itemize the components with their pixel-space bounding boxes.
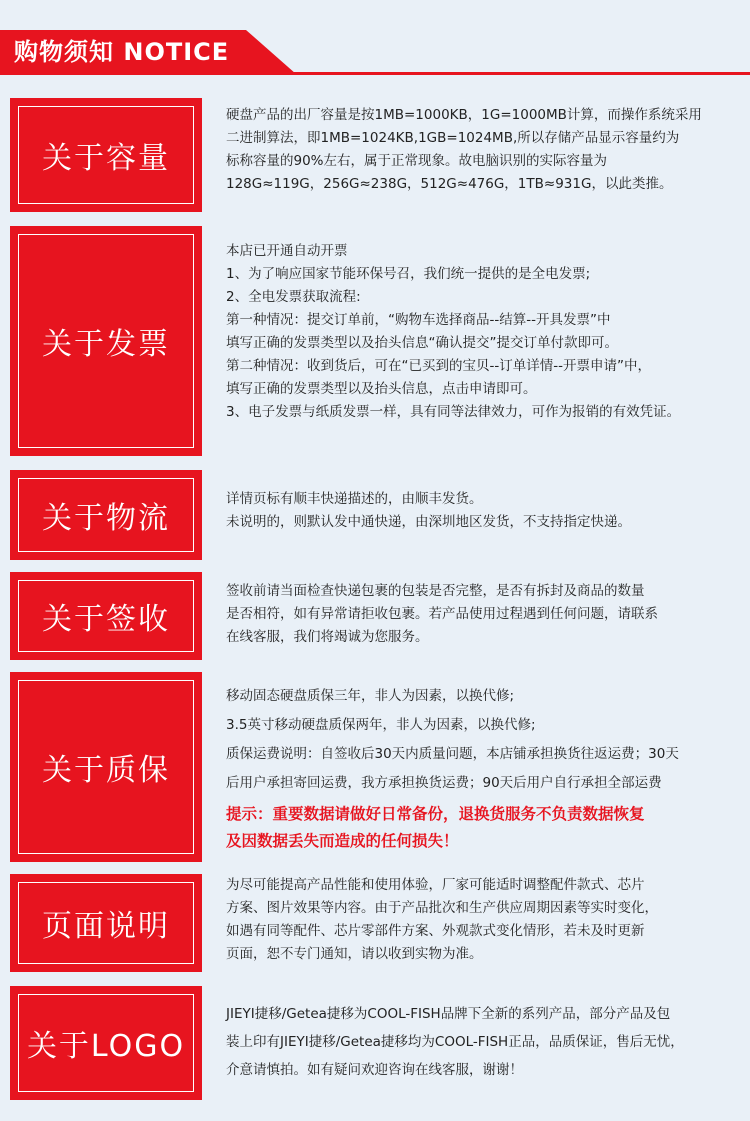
section-label: 关于容量 [42, 141, 170, 176]
notice-header [0, 0, 750, 74]
content-line: 在线客服，我们将竭诚为您服务。 [226, 629, 429, 645]
section-page-description [0, 874, 750, 972]
content-line: 二进制算法，即1MB=1024KB,1GB=1024MB,所以存储产品显示容量约为 [226, 130, 680, 146]
content-line: 2、全电发票获取流程: [226, 289, 361, 305]
content-line: 页面，恕不专门通知，请以收到实物为准。 [226, 946, 483, 962]
content-line: 第一种情况：提交订单前，“购物车选择商品--结算--开具发票”中 [226, 312, 611, 328]
section-label-box [10, 672, 202, 862]
content-line: 128G≈119G，256G≈238G，512G≈476G，1TB≈931G，以此类推。 [226, 176, 673, 192]
section-label-box [10, 572, 202, 660]
section-label-box [10, 986, 202, 1100]
warning-line: 及因数据丢失而造成的任何损失！ [226, 832, 459, 850]
section-content [226, 682, 736, 855]
content-line: 移动固态硬盘质保三年，非人为因素，以换代修; [226, 688, 515, 704]
section-content [226, 580, 736, 649]
content-line: 填写正确的发票类型以及抬头信息，点击申请即可。 [226, 381, 537, 397]
content-line: 装上印有JIEYI捷移/Getea捷移均为COOL-FISH正品，品质保证，售后无忧， [226, 1034, 684, 1050]
content-line: 1、为了响应国家节能环保号召，我们统一提供的是全电发票; [226, 266, 591, 282]
content-line: 本店已开通自动开票 [226, 243, 348, 259]
content-line: 如遇有同等配件、芯片零部件方案、外观款式变化情形，若未及时更新 [226, 923, 645, 939]
section-label: 关于LOGO [26, 1029, 186, 1064]
section-label: 关于物流 [42, 501, 170, 536]
section-label-box [10, 98, 202, 212]
content-line: 硬盘产品的出厂容量是按1MB=1000KB，1G=1000MB计算，而操作系统采用 [226, 107, 702, 123]
section-label-box [10, 226, 202, 456]
content-line: 为尽可能提高产品性能和使用体验，厂家可能适时调整配件款式、芯片 [226, 877, 645, 893]
content-line: 签收前请当面检查快递包裹的包装是否完整，是否有拆封及商品的数量 [226, 583, 645, 599]
content-line: 3、电子发票与纸质发票一样，具有同等法律效力，可作为报销的有效凭证。 [226, 404, 681, 420]
section-logistics [0, 470, 750, 560]
content-line: 质保运费说明：自签收后30天内质量问题，本店铺承担换货往返运费；30天 [226, 746, 679, 762]
content-line: 第二种情况：收到货后，可在“已买到的宝贝--订单详情--开票申请”中， [226, 358, 651, 374]
section-content [226, 240, 736, 424]
warning-line: 提示：重要数据请做好日常备份，退换货服务不负责数据恢复 [226, 805, 645, 823]
section-label: 关于发票 [42, 327, 170, 362]
content-line: JIEYI捷移/Getea捷移为COOL-FISH品牌下全新的系列产品，部分产品及包 [226, 1006, 671, 1022]
header-divider [0, 72, 750, 75]
section-invoice [0, 226, 750, 456]
section-label: 关于签收 [42, 602, 170, 637]
content-line: 详情页标有顺丰快递描述的，由顺丰发货。 [226, 491, 483, 507]
section-warranty [0, 672, 750, 862]
content-line: 3.5英寸移动硬盘质保两年，非人为因素，以换代修; [226, 717, 536, 733]
content-line: 介意请慎拍。如有疑问欢迎咨询在线客服，谢谢！ [226, 1062, 523, 1078]
section-content [226, 1000, 736, 1084]
content-line: 未说明的，则默认发中通快递，由深圳地区发货，不支持指定快递。 [226, 514, 631, 530]
section-content [226, 104, 736, 196]
content-line: 方案、图片效果等内容。由于产品批次和生产供应周期因素等实时变化， [226, 900, 658, 916]
section-capacity [0, 98, 750, 212]
content-line: 是否相符，如有异常请拒收包裹。若产品使用过程遇到任何问题，请联系 [226, 606, 658, 622]
section-content [226, 874, 736, 966]
content-line: 标称容量的90%左右，属于正常现象。故电脑识别的实际容量为 [226, 153, 608, 169]
content-line: 填写正确的发票类型以及抬头信息“确认提交”提交订单付款即可。 [226, 335, 618, 351]
section-label: 关于质保 [42, 753, 170, 788]
header-title: 购物须知 NOTICE [14, 38, 230, 66]
section-label-box [10, 470, 202, 560]
section-receipt [0, 572, 750, 660]
section-logo [0, 986, 750, 1100]
section-content [226, 488, 736, 534]
section-label: 页面说明 [42, 909, 170, 944]
content-line: 后用户承担寄回运费，我方承担换货运费；90天后用户自行承担全部运费 [226, 775, 662, 791]
section-label-box [10, 874, 202, 972]
